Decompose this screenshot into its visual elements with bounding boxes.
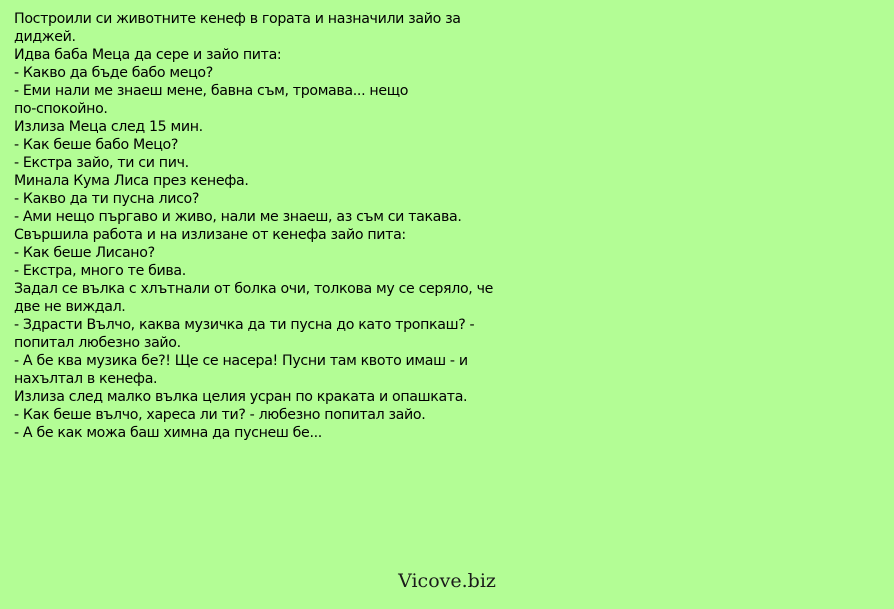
joke-line: диджей. — [14, 29, 76, 45]
site-footer — [0, 570, 894, 592]
joke-line: Излиза Меца след 15 мин. — [14, 119, 203, 135]
joke-line: - Екстра, много те бива. — [14, 263, 186, 279]
joke-line: попитал любезно зайо. — [14, 335, 181, 351]
joke-line: нахълтал в кенефа. — [14, 371, 158, 387]
joke-line: Задал се вълка с хлътнали от болка очи, толкова му се серяло, че — [14, 281, 494, 297]
joke-line: - Екстра зайо, ти си пич. — [14, 155, 189, 171]
joke-line: Свършила работа и на излизане от кенефа зайо пита: — [14, 227, 406, 243]
joke-line: - Как беше вълчо, хареса ли ти? - любезно попитал зайо. — [14, 407, 426, 423]
joke-line: - Здрасти Вълчо, каква музичка да ти пусна до като тропкаш? - — [14, 317, 475, 333]
joke-line: по-спокойно. — [14, 101, 108, 117]
joke-line: - Как беше бабо Мецо? — [14, 137, 179, 153]
joke-line: - Какво да ти пусна лисо? — [14, 191, 200, 207]
joke-line: Минала Кума Лиса през кенефа. — [14, 173, 249, 189]
joke-line: - Еми нали ме знаеш мене, бавна съм, тромава... нещо — [14, 83, 409, 99]
joke-line: Излиза след малко вълка целия усран по краката и опашката. — [14, 389, 468, 405]
joke-line: - Какво да бъде бабо мецо? — [14, 65, 213, 81]
joke-line: Идва баба Меца да сере и зайо пита: — [14, 47, 282, 63]
joke-line: - А бе ква музика бе?! Ще се насера! Пусни там квото имаш - и — [14, 353, 468, 369]
joke-text — [14, 10, 584, 442]
site-watermark: Vicove.biz — [398, 570, 496, 592]
joke-line: Построили си животните кенеф в гората и назначили зайо за — [14, 11, 461, 27]
joke-line: - Как беше Лисано? — [14, 245, 155, 261]
joke-line: две не виждал. — [14, 299, 126, 315]
joke-line: - А бе как можа баш химна да пуснеш бе... — [14, 425, 322, 441]
joke-line: - Ами нещо пъргаво и живо, нали ме знаеш, аз съм си такава. — [14, 209, 462, 225]
